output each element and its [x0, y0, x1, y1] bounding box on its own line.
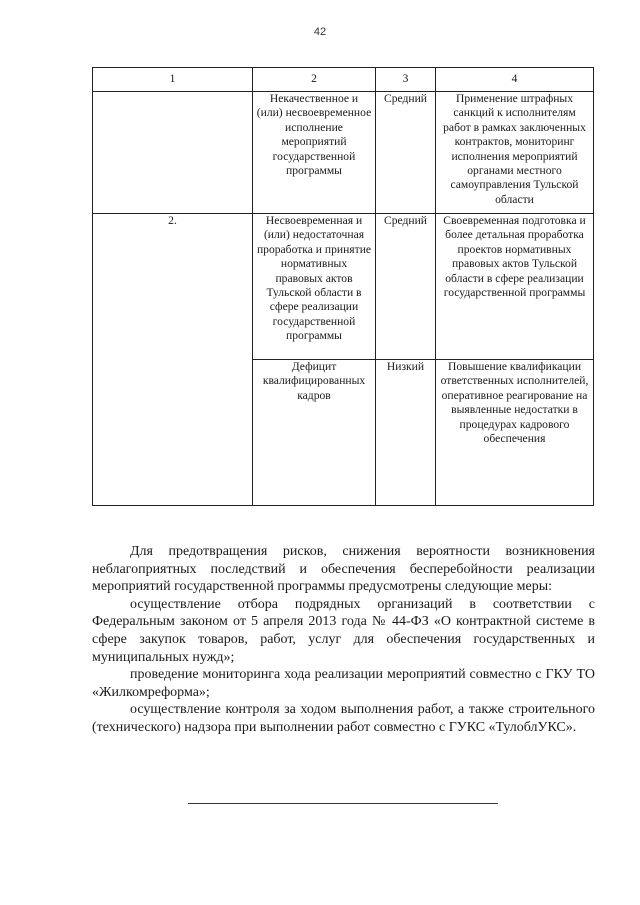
risk-cell: Некачественное и (или) несвоевременное исполнение мероприятий государственной программы: [253, 92, 376, 214]
body-text: [92, 543, 595, 737]
header-col-1: 1: [93, 68, 253, 92]
mitigation-cell: Своевременная подготовка и более детальная проработка проектов нормативных правовых актов Тульской области в сфере реализации государственной программы: [436, 214, 594, 360]
mitigation-cell: Применение штрафных санкций к исполнителям работ в рамках заключенных контрактов, мониторинг исполнения мероприятий органами местного самоуправления Тульской области: [436, 92, 594, 214]
row-number-cell: [93, 92, 253, 214]
page-number: 42: [313, 26, 327, 38]
table-row: [93, 214, 594, 360]
paragraph-measure-2: проведение мониторинга хода реализации мероприятий совместно с ГКУ ТО «Жилкомреформа»;: [92, 667, 595, 700]
table-header-row: [93, 68, 594, 92]
header-col-4: 4: [436, 68, 594, 92]
table-row: [93, 92, 594, 214]
risk-level-cell: Средний: [376, 92, 436, 214]
end-separator-line: [188, 803, 498, 804]
row-number-cell: 2.: [93, 214, 253, 506]
risk-level-cell: Низкий: [376, 360, 436, 506]
paragraph-intro: Для предотвращения рисков, снижения вероятности возникновения неблагоприятных последствий и обеспечения бесперебойности реализации мероприятий государственной программы предусмотрены следующие меры:: [92, 544, 595, 595]
risk-cell: Несвоевременная и (или) недостаточная проработка и принятие нормативных правовых актов Тульской области в сфере реализации государственной программы: [253, 214, 376, 360]
risk-level-cell: Средний: [376, 214, 436, 360]
paragraph-measure-1: осуществление отбора подрядных организаций в соответствии с Федеральным законом от 5 апреля 2013 года № 44-ФЗ «О контрактной системе в сфере закупок товаров, работ, услуг для обеспечения государственных и муниципальных нужд»;: [92, 596, 595, 665]
risk-cell: Дефицит квалифицированных кадров: [253, 360, 376, 506]
header-col-2: 2: [253, 68, 376, 92]
paragraph-measure-3: осуществление контроля за ходом выполнения работ, а также строительного (технического) надзора при выполнении работ совместно с ГУКС «ТулоблУКС».: [92, 702, 595, 735]
risk-table: [92, 67, 594, 506]
header-col-3: 3: [376, 68, 436, 92]
mitigation-cell: Повышение квалификации ответственных исполнителей, оперативное реагирование на выявленные недостатки в процедурах кадрового обеспечения: [436, 360, 594, 506]
